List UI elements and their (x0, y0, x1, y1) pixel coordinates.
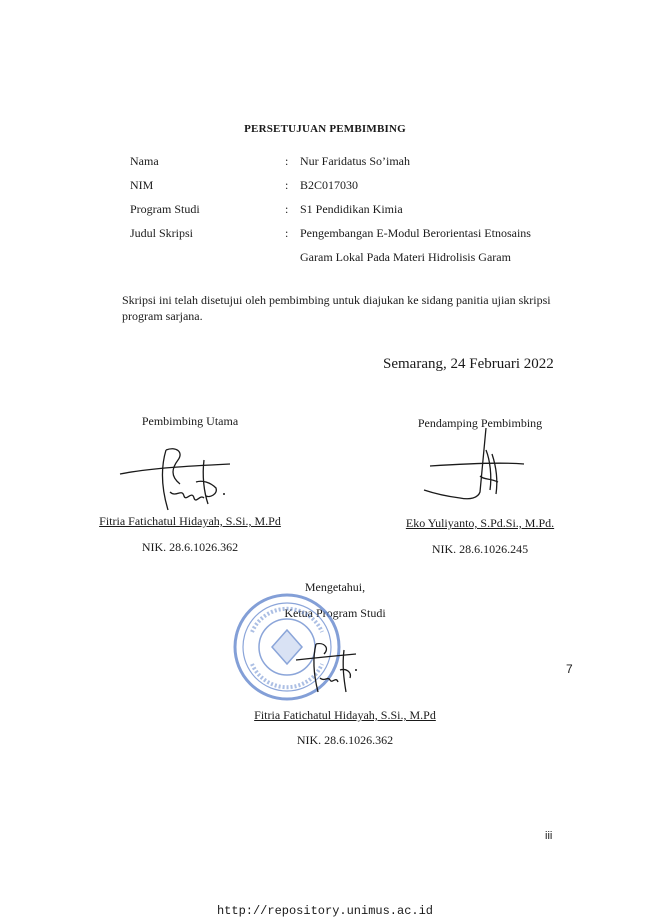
field-colon: : (285, 154, 289, 168)
co-supervisor-role: Pendamping Pembimbing (417, 416, 543, 430)
field-nim (0, 178, 650, 202)
place-date: Semarang, 24 Februari 2022 (383, 356, 554, 372)
field-judul (0, 226, 650, 250)
head-role: Ketua Program Studi (284, 606, 386, 620)
field-program-studi (0, 202, 650, 226)
main-supervisor-nik: NIK. 28.6.1026.362 (141, 540, 239, 554)
footer-url[interactable]: http://repository.unimus.ac.id (216, 904, 434, 918)
student-info (0, 154, 650, 274)
co-supervisor-name: Eko Yuliyanto, S.Pd.Si., M.Pd. (405, 516, 555, 530)
main-supervisor-signature (110, 440, 240, 520)
field-value: Pengembangan E-Modul Berorientasi Etnosains (300, 226, 531, 240)
co-supervisor-nik: NIK. 28.6.1026.245 (431, 542, 529, 556)
field-colon: : (285, 178, 289, 192)
field-judul-line2 (0, 250, 650, 274)
co-supervisor-signature (420, 420, 540, 520)
main-supervisor-role: Pembimbing Utama (141, 414, 239, 428)
acknowledged-label: Mengetahui, (304, 580, 366, 594)
field-label: Program Studi (130, 202, 200, 216)
field-value: Nur Faridatus So’imah (300, 154, 410, 168)
field-colon: : (285, 202, 289, 216)
field-label: Judul Skripsi (130, 226, 194, 240)
field-value: B2C017030 (300, 178, 359, 192)
page-title: PERSETUJUAN PEMBIMBING (244, 123, 406, 135)
approval-statement: Skripsi ini telah disetujui oleh pembimbing untuk diajukan ke sidang panitia ujian skripsi program sarjana. (122, 293, 551, 323)
head-nik: NIK. 28.6.1026.362 (296, 733, 394, 747)
main-supervisor-name: Fitria Fatichatul Hidayah, S.Si., M.Pd (99, 514, 281, 528)
field-label: Nama (130, 154, 159, 168)
head-name: Fitria Fatichatul Hidayah, S.Si., M.Pd (254, 708, 436, 722)
side-mark: 7 (566, 662, 573, 676)
field-nama (0, 154, 650, 178)
page-number: iii (545, 830, 553, 842)
field-colon: : (285, 226, 289, 240)
field-value: Garam Lokal Pada Materi Hidrolisis Garam (300, 250, 511, 264)
field-value: S1 Pendidikan Kimia (300, 202, 403, 216)
field-label: NIM (130, 178, 154, 192)
head-signature (290, 640, 370, 704)
